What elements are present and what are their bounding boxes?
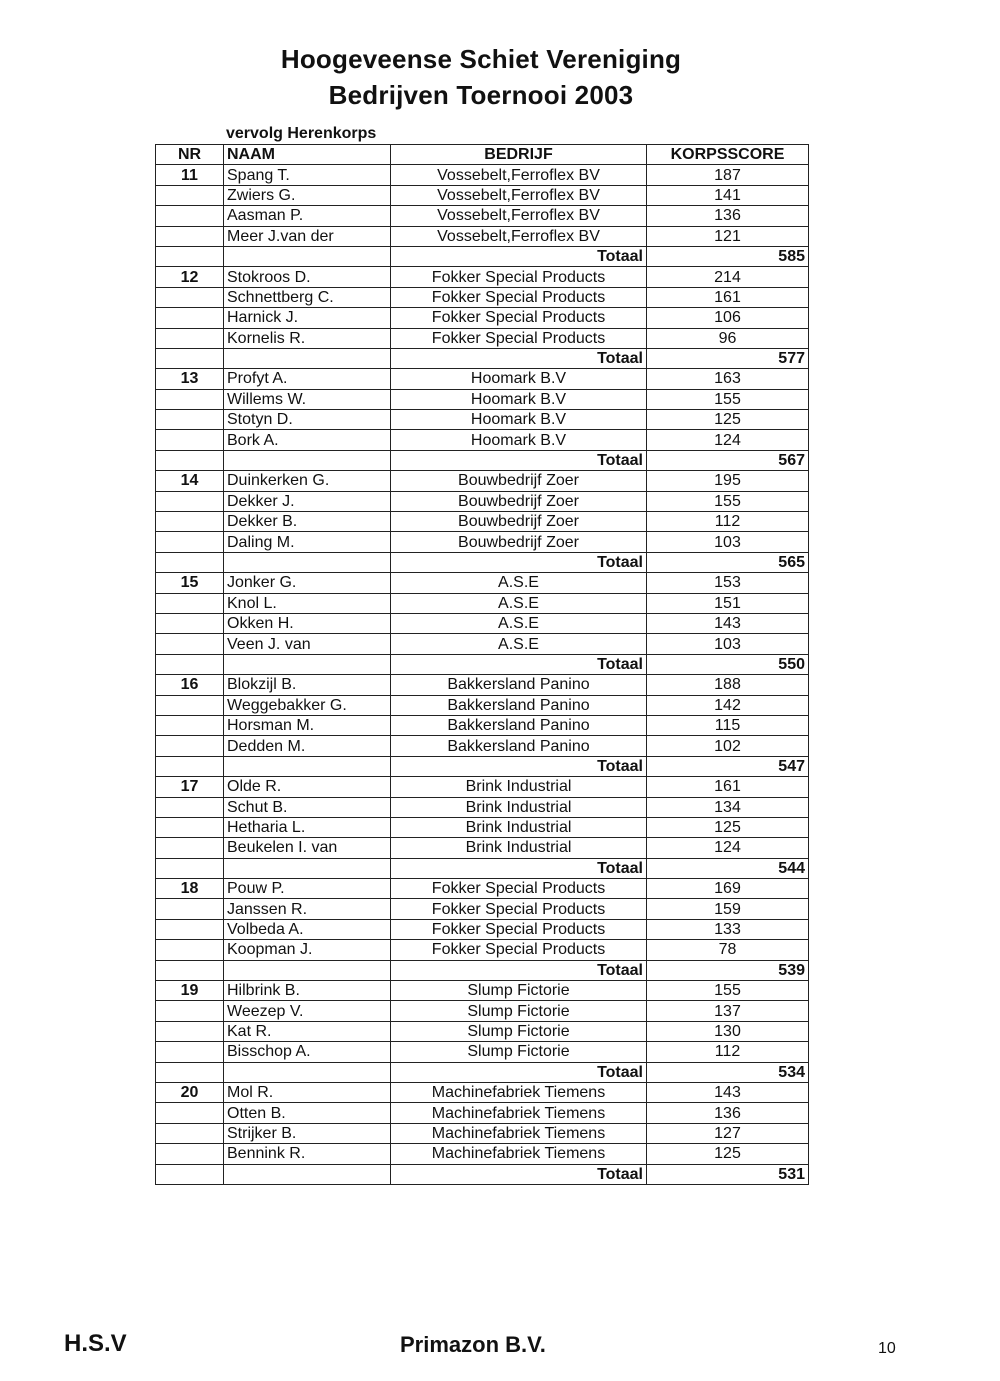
score-cell: 136 — [647, 1103, 809, 1123]
total-value-cell: 539 — [647, 960, 809, 980]
header-naam: NAAM — [224, 145, 391, 165]
company-cell: Fokker Special Products — [391, 879, 647, 899]
empty-cell — [224, 756, 391, 776]
total-label-cell: Totaal — [391, 246, 647, 266]
total-label-cell: Totaal — [391, 552, 647, 572]
company-cell: Bakkersland Panino — [391, 736, 647, 756]
table-row — [156, 675, 809, 695]
section-label: vervolg Herenkorps — [226, 125, 377, 142]
total-label-cell: Totaal — [391, 1062, 647, 1082]
company-cell: Bouwbedrijf Zoer — [391, 491, 647, 511]
table-row — [156, 838, 809, 858]
score-cell: 151 — [647, 593, 809, 613]
company-cell: Fokker Special Products — [391, 919, 647, 939]
member-name-cell: Otten B. — [224, 1103, 391, 1123]
table-row — [156, 715, 809, 735]
member-name-cell: Okken H. — [224, 613, 391, 633]
team-number-cell — [156, 634, 224, 654]
company-cell: Vossebelt,Ferroflex BV — [391, 226, 647, 246]
company-cell: Fokker Special Products — [391, 899, 647, 919]
table-row — [156, 899, 809, 919]
empty-cell — [224, 960, 391, 980]
team-number-cell: 14 — [156, 471, 224, 491]
team-number-cell — [156, 695, 224, 715]
score-cell: 136 — [647, 206, 809, 226]
score-cell: 214 — [647, 267, 809, 287]
company-cell: Bouwbedrijf Zoer — [391, 471, 647, 491]
table-row — [156, 777, 809, 797]
member-name-cell: Kornelis R. — [224, 328, 391, 348]
table-row — [156, 879, 809, 899]
footer-club-abbrev: H.S.V — [64, 1330, 127, 1357]
team-number-cell — [156, 410, 224, 430]
member-name-cell: Schnettberg C. — [224, 287, 391, 307]
member-name-cell: Willems W. — [224, 389, 391, 409]
company-cell: Bouwbedrijf Zoer — [391, 512, 647, 532]
score-cell: 125 — [647, 817, 809, 837]
company-cell: Fokker Special Products — [391, 328, 647, 348]
score-cell: 130 — [647, 1021, 809, 1041]
score-cell: 155 — [647, 491, 809, 511]
team-number-cell: 16 — [156, 675, 224, 695]
score-cell: 112 — [647, 1042, 809, 1062]
empty-cell — [224, 450, 391, 470]
document-subtitle-year: Bedrijven Toernooi 2003 — [328, 80, 634, 110]
score-cell: 133 — [647, 919, 809, 939]
score-cell: 161 — [647, 777, 809, 797]
total-row — [156, 1062, 809, 1082]
total-label-cell: Totaal — [391, 1164, 647, 1184]
company-cell: Bakkersland Panino — [391, 695, 647, 715]
member-name-cell: Bennink R. — [224, 1144, 391, 1164]
member-name-cell: Weezep V. — [224, 1001, 391, 1021]
score-cell: 103 — [647, 532, 809, 552]
member-name-cell: Beukelen I. van — [224, 838, 391, 858]
team-number-cell — [156, 838, 224, 858]
company-cell: A.S.E — [391, 593, 647, 613]
company-cell: Slump Fictorie — [391, 1042, 647, 1062]
score-cell: 125 — [647, 410, 809, 430]
team-number-cell: 17 — [156, 777, 224, 797]
table-row — [156, 430, 809, 450]
table-row — [156, 817, 809, 837]
total-value-cell: 567 — [647, 450, 809, 470]
member-name-cell: Hetharia L. — [224, 817, 391, 837]
company-cell: Bakkersland Panino — [391, 715, 647, 735]
team-number-cell — [156, 226, 224, 246]
header-bedrijf: BEDRIJF — [391, 145, 647, 165]
company-cell: Slump Fictorie — [391, 1001, 647, 1021]
total-label-cell: Totaal — [391, 960, 647, 980]
score-cell: 143 — [647, 613, 809, 633]
table-row — [156, 1021, 809, 1041]
member-name-cell: Jonker G. — [224, 573, 391, 593]
table-row — [156, 308, 809, 328]
header-nr: NR — [156, 145, 224, 165]
team-number-cell — [156, 1103, 224, 1123]
table-row — [156, 185, 809, 205]
team-number-cell — [156, 430, 224, 450]
member-name-cell: Strijker B. — [224, 1123, 391, 1143]
total-row — [156, 756, 809, 776]
member-name-cell: Dedden M. — [224, 736, 391, 756]
member-name-cell: Mol R. — [224, 1082, 391, 1102]
team-number-cell — [156, 797, 224, 817]
member-name-cell: Pouw P. — [224, 879, 391, 899]
empty-cell — [156, 1164, 224, 1184]
company-cell: Machinefabriek Tiemens — [391, 1103, 647, 1123]
page-number: 10 — [878, 1340, 896, 1357]
table-row — [156, 532, 809, 552]
score-cell: 106 — [647, 308, 809, 328]
total-value-cell: 565 — [647, 552, 809, 572]
total-row — [156, 552, 809, 572]
member-name-cell: Stotyn D. — [224, 410, 391, 430]
empty-cell — [224, 654, 391, 674]
team-number-cell — [156, 1001, 224, 1021]
score-cell: 188 — [647, 675, 809, 695]
member-name-cell: Koopman J. — [224, 940, 391, 960]
company-cell: Brink Industrial — [391, 777, 647, 797]
score-cell: 141 — [647, 185, 809, 205]
score-cell: 137 — [647, 1001, 809, 1021]
table-row — [156, 695, 809, 715]
member-name-cell: Schut B. — [224, 797, 391, 817]
score-cell: 127 — [647, 1123, 809, 1143]
total-row — [156, 858, 809, 878]
score-cell: 124 — [647, 838, 809, 858]
empty-cell — [224, 552, 391, 572]
score-cell: 112 — [647, 512, 809, 532]
table-row — [156, 593, 809, 613]
empty-cell — [156, 756, 224, 776]
table-row — [156, 389, 809, 409]
team-number-cell — [156, 736, 224, 756]
empty-cell — [156, 1062, 224, 1082]
team-number-cell — [156, 715, 224, 735]
total-value-cell: 544 — [647, 858, 809, 878]
score-cell: 96 — [647, 328, 809, 348]
company-cell: Fokker Special Products — [391, 940, 647, 960]
table-row — [156, 573, 809, 593]
member-name-cell: Knol L. — [224, 593, 391, 613]
team-number-cell — [156, 899, 224, 919]
team-number-cell — [156, 1042, 224, 1062]
score-cell: 103 — [647, 634, 809, 654]
table-row — [156, 491, 809, 511]
member-name-cell: Horsman M. — [224, 715, 391, 735]
team-number-cell — [156, 593, 224, 613]
team-number-cell — [156, 940, 224, 960]
company-cell: Slump Fictorie — [391, 1021, 647, 1041]
team-number-cell — [156, 512, 224, 532]
team-number-cell — [156, 817, 224, 837]
member-name-cell: Zwiers G. — [224, 185, 391, 205]
company-cell: Bakkersland Panino — [391, 675, 647, 695]
member-name-cell: Harnick J. — [224, 308, 391, 328]
empty-cell — [156, 246, 224, 266]
team-number-cell — [156, 532, 224, 552]
table-row — [156, 206, 809, 226]
team-number-cell: 20 — [156, 1082, 224, 1102]
score-cell: 153 — [647, 573, 809, 593]
company-cell: Hoomark B.V — [391, 430, 647, 450]
empty-cell — [156, 858, 224, 878]
table-row — [156, 634, 809, 654]
total-row — [156, 450, 809, 470]
team-number-cell: 18 — [156, 879, 224, 899]
member-name-cell: Bisschop A. — [224, 1042, 391, 1062]
company-cell: Machinefabriek Tiemens — [391, 1082, 647, 1102]
footer-sponsor: Primazon B.V. — [400, 1332, 546, 1357]
table-row — [156, 736, 809, 756]
company-cell: Hoomark B.V — [391, 369, 647, 389]
score-cell: 78 — [647, 940, 809, 960]
team-number-cell — [156, 287, 224, 307]
company-cell: A.S.E — [391, 613, 647, 633]
total-row — [156, 960, 809, 980]
table-row — [156, 328, 809, 348]
team-number-cell — [156, 919, 224, 939]
table-row — [156, 267, 809, 287]
total-label-cell: Totaal — [391, 858, 647, 878]
total-value-cell: 547 — [647, 756, 809, 776]
table-row — [156, 981, 809, 1001]
company-cell: Vossebelt,Ferroflex BV — [391, 206, 647, 226]
total-value-cell: 531 — [647, 1164, 809, 1184]
empty-cell — [224, 858, 391, 878]
member-name-cell: Aasman P. — [224, 206, 391, 226]
team-number-cell — [156, 1021, 224, 1041]
member-name-cell: Spang T. — [224, 165, 391, 185]
company-cell: Bouwbedrijf Zoer — [391, 532, 647, 552]
table-row — [156, 1123, 809, 1143]
total-label-cell: Totaal — [391, 756, 647, 776]
score-cell: 121 — [647, 226, 809, 246]
team-number-cell — [156, 613, 224, 633]
team-number-cell: 15 — [156, 573, 224, 593]
member-name-cell: Janssen R. — [224, 899, 391, 919]
empty-cell — [156, 552, 224, 572]
company-cell: Vossebelt,Ferroflex BV — [391, 185, 647, 205]
table-row — [156, 1001, 809, 1021]
empty-cell — [224, 348, 391, 368]
team-number-cell — [156, 185, 224, 205]
member-name-cell: Stokroos D. — [224, 267, 391, 287]
header-korpsscore: KORPSSCORE — [647, 145, 809, 165]
table-header-row — [156, 145, 809, 165]
member-name-cell: Weggebakker G. — [224, 695, 391, 715]
table-row — [156, 1082, 809, 1102]
score-cell: 155 — [647, 389, 809, 409]
table-row — [156, 287, 809, 307]
score-cell: 143 — [647, 1082, 809, 1102]
team-number-cell: 12 — [156, 267, 224, 287]
score-cell: 159 — [647, 899, 809, 919]
total-value-cell: 534 — [647, 1062, 809, 1082]
score-cell: 195 — [647, 471, 809, 491]
team-number-cell — [156, 328, 224, 348]
member-name-cell: Profyt A. — [224, 369, 391, 389]
empty-cell — [224, 1062, 391, 1082]
empty-cell — [224, 246, 391, 266]
team-number-cell — [156, 1123, 224, 1143]
empty-cell — [156, 348, 224, 368]
table-row — [156, 226, 809, 246]
empty-cell — [156, 960, 224, 980]
member-name-cell: Meer J.van der — [224, 226, 391, 246]
score-cell: 102 — [647, 736, 809, 756]
team-number-cell — [156, 206, 224, 226]
company-cell: Hoomark B.V — [391, 389, 647, 409]
member-name-cell: Daling M. — [224, 532, 391, 552]
score-cell: 142 — [647, 695, 809, 715]
member-name-cell: Olde R. — [224, 777, 391, 797]
company-cell: Brink Industrial — [391, 817, 647, 837]
company-cell: Slump Fictorie — [391, 981, 647, 1001]
total-value-cell: 550 — [647, 654, 809, 674]
table-row — [156, 797, 809, 817]
score-cell: 187 — [647, 165, 809, 185]
team-number-cell: 11 — [156, 165, 224, 185]
score-cell: 115 — [647, 715, 809, 735]
total-label-cell: Totaal — [391, 654, 647, 674]
company-cell: Vossebelt,Ferroflex BV — [391, 165, 647, 185]
table-row — [156, 369, 809, 389]
total-row — [156, 348, 809, 368]
table-row — [156, 471, 809, 491]
score-cell: 155 — [647, 981, 809, 1001]
company-cell: Fokker Special Products — [391, 267, 647, 287]
total-value-cell: 577 — [647, 348, 809, 368]
table-row — [156, 165, 809, 185]
table-row — [156, 1042, 809, 1062]
company-cell: A.S.E — [391, 573, 647, 593]
member-name-cell: Dekker J. — [224, 491, 391, 511]
member-name-cell: Duinkerken G. — [224, 471, 391, 491]
total-row — [156, 246, 809, 266]
member-name-cell: Hilbrink B. — [224, 981, 391, 1001]
company-cell: Fokker Special Products — [391, 308, 647, 328]
company-cell: Brink Industrial — [391, 838, 647, 858]
table-row — [156, 613, 809, 633]
total-row — [156, 1164, 809, 1184]
document-title: Hoogeveense Schiet Vereniging — [280, 44, 682, 74]
score-cell: 161 — [647, 287, 809, 307]
score-cell: 163 — [647, 369, 809, 389]
table-row — [156, 512, 809, 532]
table-row — [156, 919, 809, 939]
company-cell: Fokker Special Products — [391, 287, 647, 307]
score-cell: 125 — [647, 1144, 809, 1164]
total-row — [156, 654, 809, 674]
empty-cell — [156, 450, 224, 470]
table-row — [156, 1103, 809, 1123]
total-label-cell: Totaal — [391, 348, 647, 368]
table-row — [156, 410, 809, 430]
table-body — [156, 165, 809, 1185]
member-name-cell: Bork A. — [224, 430, 391, 450]
table-row — [156, 940, 809, 960]
member-name-cell: Veen J. van — [224, 634, 391, 654]
member-name-cell: Blokzijl B. — [224, 675, 391, 695]
member-name-cell: Volbeda A. — [224, 919, 391, 939]
member-name-cell: Dekker B. — [224, 512, 391, 532]
table-row — [156, 1144, 809, 1164]
company-cell: Machinefabriek Tiemens — [391, 1123, 647, 1143]
company-cell: Hoomark B.V — [391, 410, 647, 430]
company-cell: Brink Industrial — [391, 797, 647, 817]
team-number-cell: 13 — [156, 369, 224, 389]
score-cell: 134 — [647, 797, 809, 817]
team-number-cell: 19 — [156, 981, 224, 1001]
team-number-cell — [156, 491, 224, 511]
total-value-cell: 585 — [647, 246, 809, 266]
company-cell: Machinefabriek Tiemens — [391, 1144, 647, 1164]
team-number-cell — [156, 1144, 224, 1164]
score-cell: 169 — [647, 879, 809, 899]
empty-cell — [224, 1164, 391, 1184]
member-name-cell: Kat R. — [224, 1021, 391, 1041]
company-cell: A.S.E — [391, 634, 647, 654]
total-label-cell: Totaal — [391, 450, 647, 470]
score-cell: 124 — [647, 430, 809, 450]
team-number-cell — [156, 308, 224, 328]
score-table — [155, 144, 809, 1185]
team-number-cell — [156, 389, 224, 409]
empty-cell — [156, 654, 224, 674]
